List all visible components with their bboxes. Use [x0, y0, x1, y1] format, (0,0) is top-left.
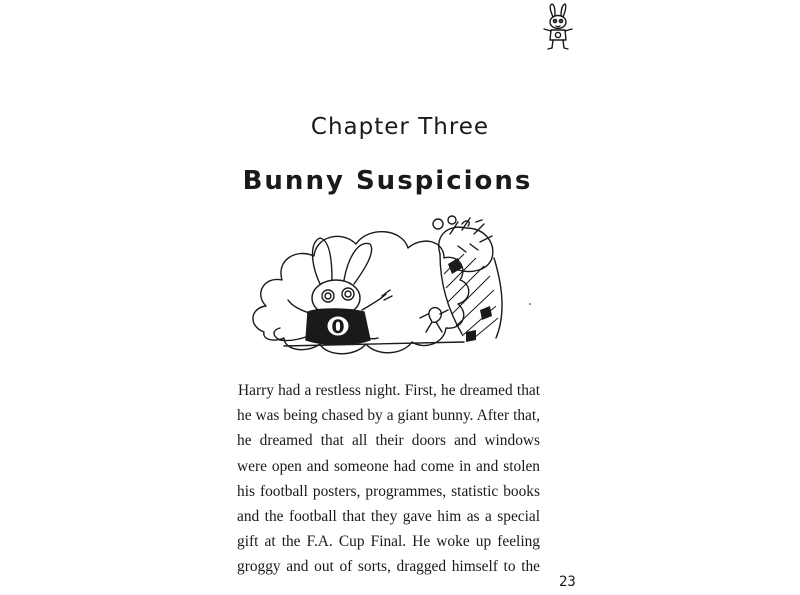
bunny-icon [536, 2, 580, 54]
text-line: he dreamed that all their doors and windows [237, 432, 540, 450]
text-line: gift at the F.A. Cup Final. He woke up feeling [237, 533, 540, 551]
chapter-title: Bunny Suspicions [242, 166, 533, 196]
body-paragraph [237, 378, 540, 580]
page-number: 23 [559, 574, 576, 590]
text-line: his football posters, programmes, statistic books [237, 482, 540, 500]
text-line: groggy and out of sorts, dragged himself to the [237, 558, 540, 576]
text-line: Harry had a restless night. First, he dreamed that [238, 382, 540, 399]
text-line: and the football that they gave him as a special [237, 508, 540, 526]
text-line: he was being chased by a giant bunny. After that, [237, 407, 540, 425]
dream-bunny-illustration [244, 214, 544, 364]
chapter-label: Chapter Three [310, 114, 490, 140]
shirt-number: 0 [331, 316, 345, 338]
text-line: were open and someone had come in and stolen [237, 457, 540, 475]
